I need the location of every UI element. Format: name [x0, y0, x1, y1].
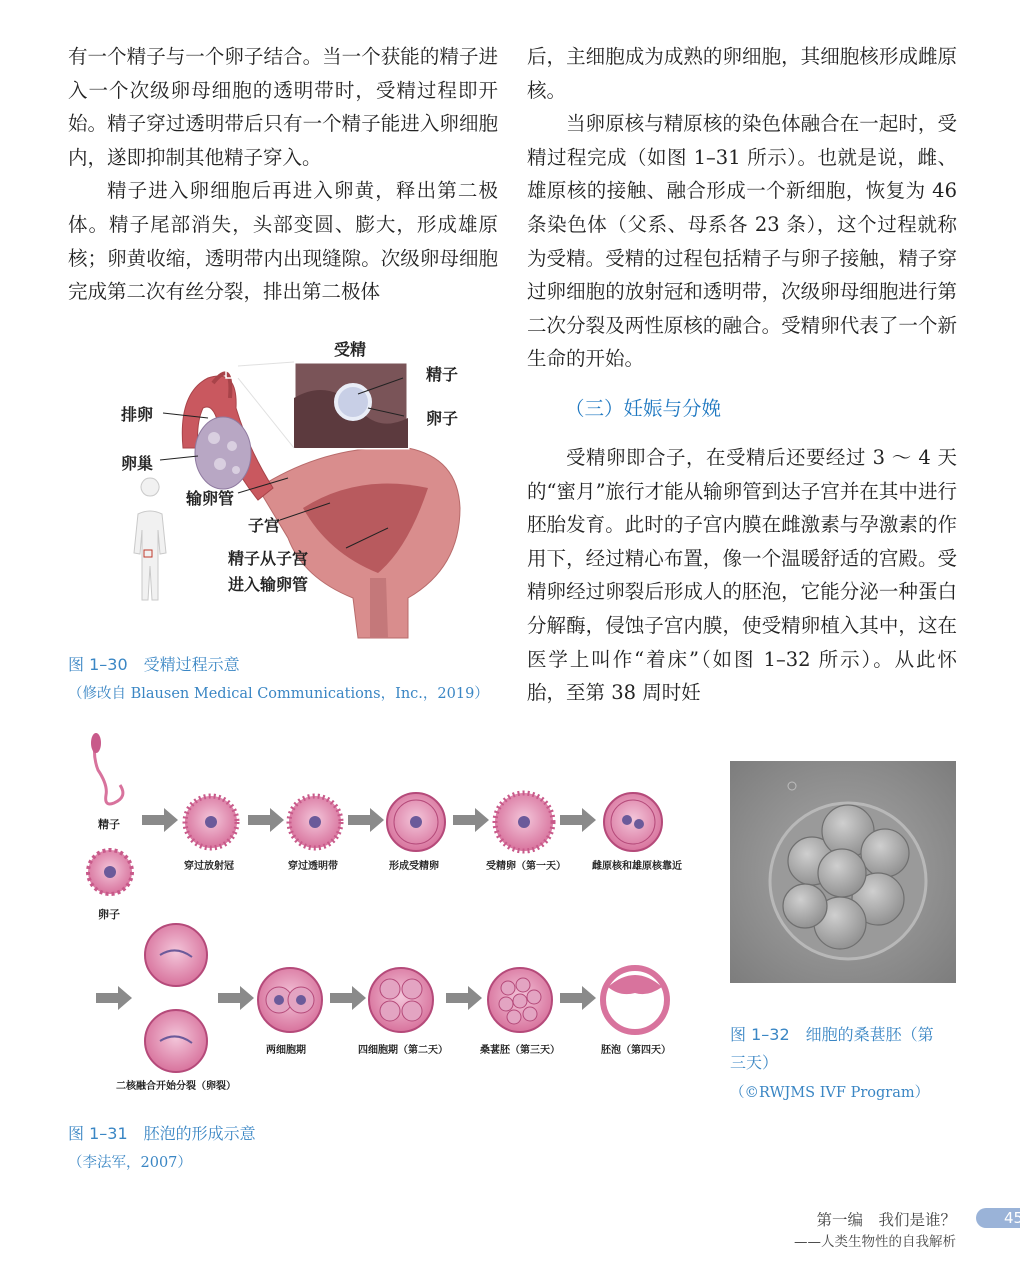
stage-6-cell-top [145, 924, 207, 986]
section-heading: （三）妊娠与分娩 [565, 397, 722, 420]
figure-1-31-blastocyst-diagram [68, 725, 708, 1105]
stage-5-cell [604, 793, 662, 851]
figure-1-30-caption: 图 1–30 受精过程示意 [68, 655, 240, 674]
label-uterus: 子宫 [248, 516, 281, 535]
footer-subtitle: ——人类生物性的自我解析 [794, 1234, 956, 1250]
label-stage-10: 胚泡（第四天） [601, 1045, 671, 1056]
label-stage-3: 形成受精卵 [389, 861, 439, 872]
figure-1-31-caption: 图 1–31 胚泡的形成示意 [68, 1124, 256, 1143]
figure-1-30-source: （修改自 Blausen Medical Communications，Inc.，2019） [68, 686, 489, 702]
label-stage-8: 四细胞期（第二天） [358, 1045, 448, 1056]
left-text-column [68, 40, 498, 309]
label-ovary: 卵巢 [121, 454, 154, 473]
human-figure-icon [134, 478, 166, 600]
stage-10-cell [603, 968, 667, 1032]
right-text-column-2 [527, 441, 957, 710]
stage-7-cell [258, 968, 322, 1032]
stage-4-cell [495, 793, 553, 851]
paragraph: 后，主细胞成为成熟的卵细胞，其细胞核形成雌原核。 [527, 45, 957, 102]
page-number: 45 [976, 1208, 1020, 1228]
label-fertilization: 受精 [334, 340, 367, 359]
stage-3-cell [387, 793, 445, 851]
label-stage-5: 雌原核和雄原核靠近 [592, 861, 682, 872]
footer-section-title: 第一编 我们是谁？ [816, 1211, 956, 1229]
label-sperm: 精子 [426, 365, 459, 384]
figure-1-31-source: （李法军，2007） [68, 1155, 192, 1171]
label-stage-4: 受精卵（第一天） [486, 861, 566, 872]
stage-9-cell [488, 968, 552, 1032]
ovary-illustration [195, 417, 251, 489]
label-oviduct: 输卵管 [186, 489, 235, 508]
label-egg: 卵子 [426, 409, 459, 428]
right-text-column [527, 40, 957, 376]
stage-6-cell-bottom [145, 1010, 207, 1072]
figure-1-30-fertilization-diagram [108, 338, 468, 638]
label-sperm: 精子 [98, 818, 120, 831]
paragraph: 当卵原核与精原核的染色体融合在一起时，受精过程完成（如图 1–31 所示）。也就是说，雌、雄原核的接触、融合形成一个新细胞，恢复为 46 条染色体（父系、母系各 23 条），这个过程就称为受精。受精的过程包括精子与卵子接触，精子穿过卵细胞的放射冠和透明带，次级卵母细胞进行第二次分裂及两性原核的融合。受精卵代表了一个新生命的开始。 [527, 112, 957, 371]
stage-1-cell [185, 796, 237, 848]
figure-1-32-caption-line-2: 三天） [730, 1053, 779, 1072]
paragraph: 精子进入卵细胞后再进入卵黄，释出第二极体。精子尾部消失，头部变圆、膨大，形成雄原核；卵黄收缩，透明带内出现缝隙。次级卵母细胞完成第二次有丝分裂，排出第二极体 [68, 179, 498, 304]
egg-cell-illustration [336, 385, 370, 419]
label-stage-2: 穿过透明带 [288, 861, 338, 872]
figure-1-32-source: （©RWJMS IVF Program） [730, 1085, 930, 1101]
label-egg: 卵子 [98, 908, 120, 921]
label-sperm-path-2: 进入输卵管 [228, 575, 309, 594]
stage-8-cell [369, 968, 433, 1032]
label-stage-6: 二核融合开始分裂（卵裂） [116, 1081, 236, 1092]
label-stage-1: 穿过放射冠 [184, 861, 234, 872]
label-ovulation: 排卵 [121, 405, 154, 424]
figure-1-32-caption-line-1: 图 1–32 细胞的桑葚胚（第 [730, 1025, 934, 1044]
stage-2-cell [289, 796, 341, 848]
label-stage-7: 两细胞期 [266, 1045, 306, 1056]
label-stage-9: 桑葚胚（第三天） [480, 1045, 560, 1056]
label-sperm-path-1: 精子从子宫 [228, 549, 309, 568]
paragraph: 受精卵即合子，在受精后还要经过 3 ～ 4 天的“蜜月”旅行才能从输卵管到达子宫并在其中进行胚胎发育。此时的子宫内膜在雌激素与孕激素的作用下，经过精心布置，像一个温暖舒适的宫殿。受精卵经过卵裂后形成人的胚泡，它能分泌一种蛋白分解酶，侵蚀子宫内膜，使受精卵植入其中，这在医学上叫作“着床”（如图 1–32 所示）。从此怀胎，至第 38 周时妊 [527, 446, 957, 705]
figure-1-32-morula-photo [730, 761, 956, 983]
paragraph: 有一个精子与一个卵子结合。当一个获能的精子进入一个次级卵母细胞的透明带时，受精过程即开始。精子穿过透明带后只有一个精子能进入卵细胞内，遂即抑制其他精子穿入。 [68, 45, 498, 169]
